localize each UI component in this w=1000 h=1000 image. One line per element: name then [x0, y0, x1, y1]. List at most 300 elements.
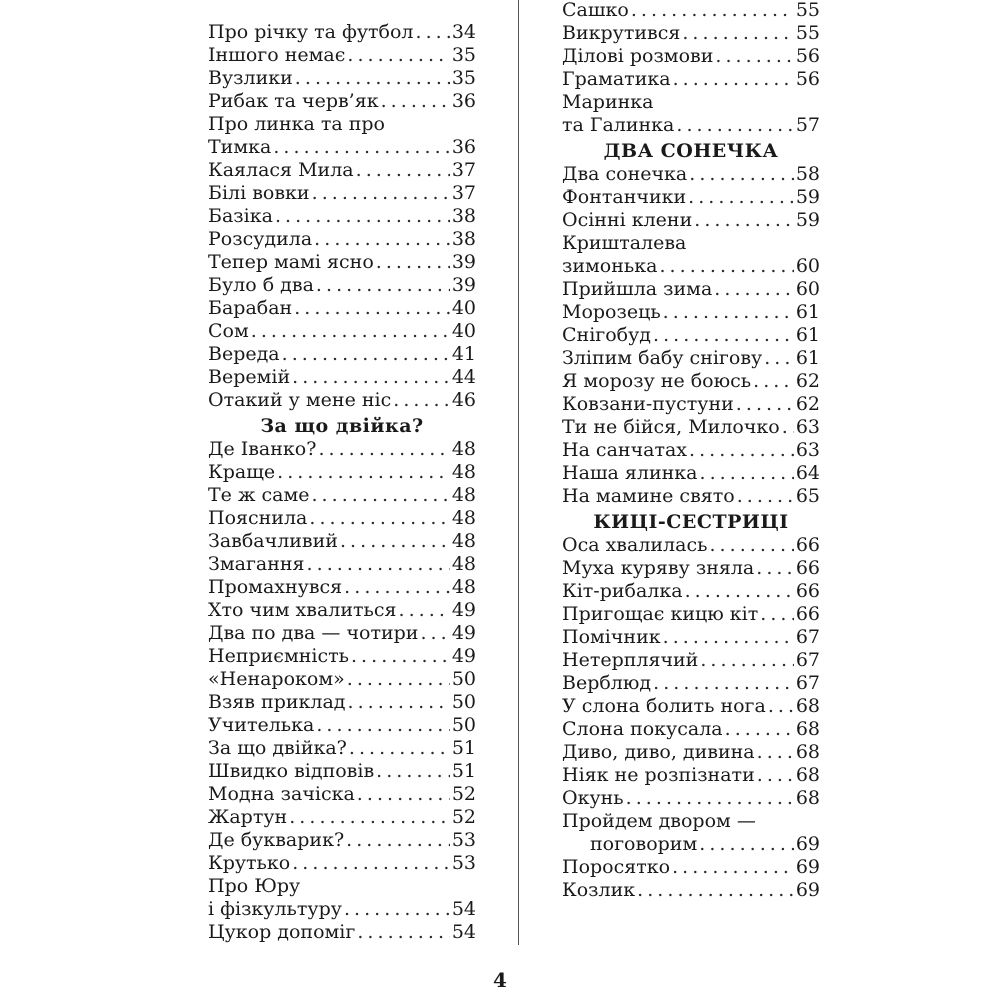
page-number: 4 [493, 968, 507, 992]
dot-leader [275, 205, 450, 228]
toc-entry-title: Модна зачіска [208, 783, 355, 805]
toc-entry-page: 68 [795, 787, 820, 809]
toc-entry-page: 69 [795, 833, 820, 855]
toc-entry-title: Козлик [562, 879, 636, 901]
toc-entry[interactable] [208, 44, 476, 67]
section-heading: ДВА СОНЕЧКА [603, 140, 779, 162]
dot-leader [757, 764, 794, 787]
toc-column-right [562, 0, 820, 902]
toc-entry-page: 55 [795, 0, 820, 21]
dot-leader [294, 297, 450, 320]
toc-entry-page: 40 [451, 297, 476, 319]
toc-entry-page: 46 [451, 389, 476, 411]
toc-entry-title: Я морозу не боюсь [562, 370, 752, 392]
toc-entry-title: Базіка [208, 205, 273, 227]
toc-entry-page: 68 [795, 741, 820, 763]
toc-entry-page: 67 [795, 672, 820, 694]
dot-leader [311, 484, 449, 507]
toc-entry[interactable] [562, 879, 820, 902]
toc-entry-page: 48 [451, 530, 476, 552]
toc-entry[interactable] [562, 672, 820, 695]
dot-leader [292, 852, 450, 875]
toc-entry-page: 68 [795, 764, 820, 786]
toc-entry-page: 44 [451, 366, 476, 388]
toc-entry[interactable] [562, 393, 820, 416]
dot-leader [289, 806, 450, 829]
dot-leader [689, 163, 794, 186]
toc-entry[interactable] [208, 829, 476, 852]
toc-entry-page: 39 [451, 274, 476, 296]
toc-entry[interactable] [208, 389, 476, 412]
dot-leader [663, 301, 794, 324]
toc-entry-title: Прийшла зима [562, 278, 713, 300]
toc-entry-page: 68 [795, 695, 820, 717]
dot-leader [346, 829, 450, 852]
dot-leader [689, 439, 794, 462]
toc-entry[interactable] [562, 22, 820, 45]
dot-leader [251, 320, 450, 343]
dot-leader [685, 580, 794, 603]
toc-entry-title-line2: Тимка [208, 136, 272, 158]
dot-leader [673, 68, 794, 91]
toc-entry[interactable] [562, 0, 820, 22]
toc-entry-title: Жартун [208, 806, 288, 828]
toc-entry-title: Ковзани-пустуни [562, 393, 734, 415]
toc-entry[interactable] [562, 649, 820, 672]
dot-leader [416, 21, 450, 44]
toc-entry-title: Вереда [208, 343, 280, 365]
toc-entry-title: Снігобуд [562, 324, 651, 346]
dot-leader [653, 324, 794, 347]
toc-entry[interactable] [208, 553, 476, 576]
toc-entry-title: Крутько [208, 852, 291, 874]
dot-leader [637, 879, 794, 902]
toc-entry-page: 48 [451, 553, 476, 575]
toc-entry[interactable] [562, 324, 820, 347]
toc-entry[interactable] [208, 645, 476, 668]
toc-entry[interactable] [562, 439, 820, 462]
toc-entry-title: Білі вовки [208, 182, 310, 204]
toc-entry-page: 64 [795, 462, 820, 484]
dot-leader [344, 898, 450, 921]
toc-entry-title: Цукор допоміг [208, 921, 356, 943]
dot-leader [764, 347, 794, 370]
toc-entry-title: На мамине свято [562, 485, 735, 507]
dot-leader [356, 159, 450, 182]
dot-leader [312, 182, 450, 205]
dot-leader [653, 672, 794, 695]
toc-entry-page: 48 [451, 484, 476, 506]
dot-leader [292, 366, 450, 389]
dot-leader [631, 0, 794, 22]
toc-entry-title: Змагання [208, 553, 305, 575]
dot-leader [753, 370, 794, 393]
toc-entry[interactable] [208, 852, 476, 875]
toc-entry-page: 66 [795, 557, 820, 579]
dot-leader [663, 626, 794, 649]
toc-entry[interactable] [208, 668, 476, 691]
toc-entry[interactable] [562, 695, 820, 718]
toc-entry-title: Осінні клени [562, 209, 693, 231]
dot-leader [760, 603, 794, 626]
toc-entry-title: На санчатах [562, 439, 688, 461]
dot-leader [376, 760, 450, 783]
toc-entry[interactable] [208, 576, 476, 599]
toc-entry[interactable] [562, 370, 820, 393]
dot-leader [282, 343, 450, 366]
dot-leader [736, 393, 794, 416]
toc-entry-page: 61 [795, 324, 820, 346]
toc-entry-page: 66 [795, 603, 820, 625]
toc-entry-page: 49 [451, 599, 476, 621]
toc-entry-last-row [208, 898, 476, 921]
toc-entry-title: Помічник [562, 626, 661, 648]
toc-entry[interactable] [208, 320, 476, 343]
toc-entry-title: Вузлики [208, 67, 293, 89]
toc-entry-title: Промахнувся [208, 576, 343, 598]
toc-entry-title: Наша ялинка [562, 462, 698, 484]
toc-entry-page: 56 [795, 45, 820, 67]
toc-entry-page: 58 [795, 163, 820, 185]
toc-entry-page: 37 [451, 159, 476, 181]
dot-leader [376, 251, 450, 274]
toc-entry-page: 61 [795, 347, 820, 369]
toc-entry-page: 48 [451, 461, 476, 483]
dot-leader [700, 649, 793, 672]
toc-entry[interactable] [562, 810, 820, 856]
toc-entry-title-line2: зимонька [562, 255, 658, 277]
toc-entry-title: Морозець [562, 301, 661, 323]
toc-entry-page: 52 [451, 783, 476, 805]
toc-entry-title: Окунь [562, 787, 624, 809]
dot-leader [682, 22, 793, 45]
toc-entry[interactable] [208, 760, 476, 783]
toc-entry-title: Швидко відповів [208, 760, 375, 782]
toc-entry-title: Два по два — чотири [208, 622, 419, 644]
toc-entry-last-row [562, 833, 820, 856]
toc-entry-title-line2: поговорим [590, 833, 698, 855]
toc-entry[interactable] [562, 209, 820, 232]
toc-entry-page: 63 [795, 439, 820, 461]
toc-entry[interactable] [562, 163, 820, 186]
toc-entry[interactable] [208, 737, 476, 760]
toc-entry-page: 62 [795, 370, 820, 392]
toc-entry-title: Про річку та футбол [208, 21, 414, 43]
dot-leader [399, 599, 450, 622]
toc-entry-page: 53 [451, 852, 476, 874]
toc-entry-page: 36 [451, 136, 476, 158]
toc-entry[interactable] [562, 764, 820, 787]
toc-entry-page: 38 [451, 228, 476, 250]
toc-entry[interactable] [208, 507, 476, 530]
toc-entry-page: 66 [795, 534, 820, 556]
toc-entry-title: У слона болить нога [562, 695, 766, 717]
toc-entry-last-row [208, 136, 476, 159]
dot-leader [357, 783, 450, 806]
dot-leader [737, 485, 794, 508]
toc-entry-page: 39 [451, 251, 476, 273]
toc-entry-page: 40 [451, 320, 476, 342]
toc-entry-title: Хто чим хвалиться [208, 599, 397, 621]
toc-entry[interactable] [562, 462, 820, 485]
toc-entry[interactable] [562, 557, 820, 580]
toc-entry[interactable] [562, 45, 820, 68]
toc-entry-title: Викрутився [562, 22, 681, 44]
dot-leader [672, 856, 794, 879]
dot-leader [626, 787, 794, 810]
toc-entry-page: 66 [795, 580, 820, 602]
toc-entry-title-line1: Про линка та про [208, 113, 385, 135]
dot-leader [348, 691, 450, 714]
toc-entry-page: 63 [795, 416, 820, 438]
toc-entry-page: 69 [795, 856, 820, 878]
dot-leader [688, 186, 794, 209]
toc-entry-page: 50 [451, 714, 476, 736]
toc-entry-page: 54 [451, 898, 476, 920]
toc-entry-title-line1: Пройдем двором — [562, 810, 756, 832]
dot-leader [314, 228, 450, 251]
toc-entry[interactable] [208, 205, 476, 228]
toc-entry-title: Ти не бійся, Милочко [562, 416, 780, 438]
toc-column-left [208, 21, 476, 944]
toc-entry-title-line1: Про Юру [208, 875, 301, 897]
toc-entry[interactable] [562, 787, 820, 810]
toc-entry[interactable] [562, 301, 820, 324]
toc-entry[interactable] [208, 461, 476, 484]
toc-entry-title: Де Іванко? [208, 438, 317, 460]
toc-entry-page: 48 [451, 507, 476, 529]
toc-entry-page: 41 [451, 343, 476, 365]
dot-leader [676, 114, 793, 137]
toc-entry-title: «Ненароком» [208, 668, 345, 690]
dot-leader [351, 645, 450, 668]
toc-entry[interactable] [208, 21, 476, 44]
dot-leader [725, 718, 794, 741]
toc-entry-title: Неприємність [208, 645, 349, 667]
dot-leader [756, 557, 794, 580]
dot-leader [420, 622, 449, 645]
toc-entry[interactable] [562, 186, 820, 209]
toc-entry-page: 67 [795, 649, 820, 671]
toc-entry[interactable] [208, 438, 476, 461]
toc-entry[interactable] [562, 580, 820, 603]
toc-entry-page: 49 [451, 622, 476, 644]
toc-entry[interactable] [562, 626, 820, 649]
toc-entry-title: Те ж саме [208, 484, 310, 506]
dot-leader [316, 274, 450, 297]
toc-entry-title: Граматика [562, 68, 671, 90]
toc-entry[interactable] [208, 90, 476, 113]
toc-entry-title: Краще [208, 461, 276, 483]
toc-entry-page: 50 [451, 691, 476, 713]
dot-leader [273, 136, 449, 159]
toc-entry-page: 38 [451, 205, 476, 227]
dot-leader [659, 255, 793, 278]
toc-entry-title: Барабан [208, 297, 293, 319]
toc-entry-title: Поросятко [562, 856, 671, 878]
dot-leader [699, 833, 794, 856]
dot-leader [344, 576, 450, 599]
dot-leader [757, 741, 794, 764]
toc-entry-title: Пригощає кицю кіт [562, 603, 759, 625]
toc-entry-page: 53 [451, 829, 476, 851]
toc-entry-title-line1: Маринка [562, 91, 654, 113]
toc-entry[interactable] [208, 251, 476, 274]
toc-entry[interactable] [208, 182, 476, 205]
toc-entry[interactable] [208, 113, 476, 159]
dot-leader [768, 695, 794, 718]
toc-entry-page: 61 [795, 301, 820, 323]
toc-entry-page: 36 [451, 90, 476, 112]
toc-entry[interactable] [562, 68, 820, 91]
dot-leader [381, 90, 450, 113]
toc-entry-title: Отакий у мене ніс [208, 389, 392, 411]
dot-leader [316, 714, 449, 737]
toc-entry[interactable] [562, 603, 820, 626]
toc-entry[interactable] [208, 875, 476, 921]
toc-entry[interactable] [208, 714, 476, 737]
toc-entry[interactable] [208, 297, 476, 320]
toc-entry-title: Диво, диво, дивина [562, 741, 755, 763]
toc-entry[interactable] [562, 741, 820, 764]
toc-entry-title: Було б два [208, 274, 314, 296]
toc-entry-title: Учителька [208, 714, 315, 736]
toc-entry-title: Завбачливий [208, 530, 338, 552]
toc-entry[interactable] [562, 718, 820, 741]
toc-entry-title: Нетерплячий [562, 649, 699, 671]
toc-entry-page: 67 [795, 626, 820, 648]
dot-leader [277, 461, 450, 484]
toc-entry-title: Ніяк не розпізнати [562, 764, 755, 786]
toc-entry-title: Два сонечка [562, 163, 688, 185]
toc-entry-last-row [562, 114, 820, 137]
toc-entry-page: 57 [795, 114, 820, 136]
toc-entry-title: Каялася Мила [208, 159, 354, 181]
dot-leader [700, 462, 794, 485]
toc-entry[interactable] [208, 691, 476, 714]
toc-entry[interactable] [208, 806, 476, 829]
toc-entry-page: 62 [795, 393, 820, 415]
toc-entry-title: Тепер мамі ясно [208, 251, 374, 273]
toc-entry-page: 54 [451, 921, 476, 943]
dot-leader [340, 530, 450, 553]
toc-entry[interactable] [562, 485, 820, 508]
toc-entry[interactable] [208, 274, 476, 297]
toc-entry[interactable] [208, 343, 476, 366]
toc-entry[interactable] [208, 228, 476, 251]
dot-leader [709, 534, 793, 557]
toc-entry-title: Де букварик? [208, 829, 345, 851]
toc-entry-page: 35 [451, 44, 476, 66]
toc-entry-last-row [562, 255, 820, 278]
dot-leader [715, 45, 793, 68]
toc-entry-page: 50 [451, 668, 476, 690]
toc-entry-title: Кіт-рибалка [562, 580, 683, 602]
toc-entry-title: Сом [208, 320, 249, 342]
dot-leader [309, 507, 449, 530]
toc-entry[interactable] [562, 91, 820, 137]
toc-entry-title: Рибак та черв’як [208, 90, 379, 112]
toc-entry[interactable] [562, 232, 820, 278]
toc-entry-page: 34 [451, 21, 476, 43]
dot-leader [347, 44, 449, 67]
toc-entry-title: Іншого немає [208, 44, 346, 66]
dot-leader [318, 438, 449, 461]
section-heading: За що двійка? [260, 415, 424, 437]
toc-entry-page: 35 [451, 67, 476, 89]
dot-leader [357, 921, 449, 944]
toc-entry-title: Муха куряву зняла [562, 557, 755, 579]
toc-entry[interactable] [208, 783, 476, 806]
dot-leader [694, 209, 794, 232]
toc-entry-title: Фонтанчики [562, 186, 687, 208]
toc-entry-page: 59 [795, 186, 820, 208]
toc-entry-page: 56 [795, 68, 820, 90]
toc-entry[interactable] [562, 856, 820, 879]
toc-entry-title: Слона покусала [562, 718, 723, 740]
toc-entry[interactable] [562, 416, 820, 439]
toc-entry[interactable] [208, 67, 476, 90]
toc-entry-title: Оса хвалилась [562, 534, 708, 556]
dot-leader [349, 737, 450, 760]
toc-entry-page: 65 [795, 485, 820, 507]
dot-leader [714, 278, 794, 301]
toc-entry-page: 48 [451, 438, 476, 460]
dot-leader [347, 668, 450, 691]
toc-entry-page: 51 [451, 737, 476, 759]
toc-entry-title: Пояснила [208, 507, 308, 529]
toc-entry-title: Верблюд [562, 672, 652, 694]
dot-leader [307, 553, 450, 576]
toc-entry[interactable] [562, 534, 820, 557]
toc-entry-title-line2: та Галинка [562, 114, 675, 136]
toc-entry-page: 51 [451, 760, 476, 782]
toc-entry-page: 49 [451, 645, 476, 667]
toc-entry[interactable] [208, 622, 476, 645]
toc-entry[interactable] [562, 278, 820, 301]
toc-entry[interactable] [208, 530, 476, 553]
toc-entry-page: 69 [795, 879, 820, 901]
toc-entry-page: 59 [795, 209, 820, 231]
toc-entry-page: 68 [795, 718, 820, 740]
dot-leader [393, 389, 450, 412]
toc-entry-title: Розсудила [208, 228, 313, 250]
toc-entry-page: 60 [795, 255, 820, 277]
toc-entry-title: Взяв приклад [208, 691, 346, 713]
toc-entry-title-line2: і фізкультуру [208, 898, 342, 920]
toc-entry[interactable] [208, 484, 476, 507]
toc-entry-title: Веремій [208, 366, 291, 388]
toc-entry[interactable] [208, 366, 476, 389]
toc-entry-page: 60 [795, 278, 820, 300]
toc-entry-title-line1: Кришталева [562, 232, 687, 254]
column-divider [518, 0, 519, 945]
dot-leader [295, 67, 450, 90]
toc-entry-page: 52 [451, 806, 476, 828]
toc-entry-title: За що двійка? [208, 737, 347, 759]
toc-entry-title: Ділові розмови [562, 45, 714, 67]
toc-entry[interactable] [208, 921, 476, 944]
section-heading: КИЦІ-СЕСТРИЦІ [593, 511, 789, 533]
toc-entry-title: Сашко [562, 0, 629, 21]
toc-entry-page: 37 [451, 182, 476, 204]
toc-entry[interactable] [208, 159, 476, 182]
toc-entry-page: 55 [795, 22, 820, 44]
dot-leader [782, 416, 794, 439]
toc-entry[interactable] [562, 347, 820, 370]
toc-entry[interactable] [208, 599, 476, 622]
toc-entry-title: Зліпим бабу снігову [562, 347, 763, 369]
